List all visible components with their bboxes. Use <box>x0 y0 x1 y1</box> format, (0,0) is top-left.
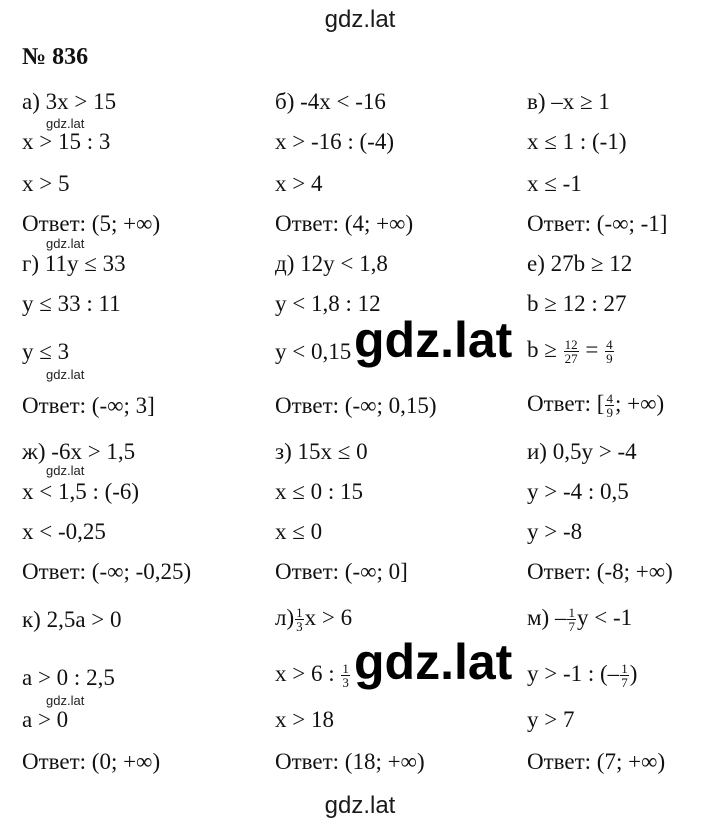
item-g-answer: Ответ: (-∞; 3] <box>22 393 155 418</box>
item-d-answer: Ответ: (-∞; 0,15) <box>275 393 437 418</box>
item-b-line-1: б) -4x < -16 <box>275 89 386 114</box>
item-a-line-1: а) 3x > 15 <box>22 89 117 114</box>
item-i-line-1: и) 0,5y > -4 <box>527 439 637 464</box>
item-b-line-3: x > 4 <box>275 171 323 196</box>
item-v-line-2: x ≤ 1 : (-1) <box>527 129 627 154</box>
fraction-denominator: 7 <box>568 619 575 635</box>
item-z-line-1: з) 15x ≤ 0 <box>275 439 368 464</box>
item-b-line-2: x > -16 : (-4) <box>275 129 394 154</box>
fraction-numerator: 1 <box>621 661 628 677</box>
item-v-answer: Ответ: (-∞; -1] <box>527 211 668 236</box>
watermark-small: gdz.lat <box>46 693 85 708</box>
item-k-line-3: a > 0 <box>22 707 69 732</box>
watermark-small: gdz.lat <box>46 116 85 131</box>
item-l-line-2 <box>275 660 351 689</box>
item-e-answer <box>527 390 664 419</box>
item-l-line-1-prefix: л) <box>275 605 295 630</box>
item-k-line-1: к) 2,5a > 0 <box>22 607 122 632</box>
item-m-line-1-suffix: y < -1 <box>576 605 633 630</box>
item-v-line-3: x ≤ -1 <box>527 171 582 196</box>
item-z-answer: Ответ: (-∞; 0] <box>275 559 408 584</box>
fraction-denominator: 9 <box>606 405 613 421</box>
fraction-denominator: 7 <box>621 675 628 691</box>
fraction-denominator: 3 <box>296 619 303 635</box>
item-l-line-2-prefix: x > 6 : <box>275 661 335 686</box>
fraction <box>295 606 304 633</box>
item-k-line-2: a > 0 : 2,5 <box>22 665 115 690</box>
item-z-line-2: x ≤ 0 : 15 <box>275 479 364 504</box>
item-a-answer: Ответ: (5; +∞) <box>22 211 161 236</box>
item-l-line-1-suffix: x > 6 <box>304 605 353 630</box>
item-zh-line-3: x < -0,25 <box>22 519 106 544</box>
item-g-line-1: г) 11y ≤ 33 <box>22 251 126 276</box>
item-zh-answer: Ответ: (-∞; -0,25) <box>22 559 192 584</box>
fraction <box>567 606 576 633</box>
fraction-numerator: 12 <box>564 337 578 353</box>
item-e-line-3-prefix: b ≥ <box>527 337 557 362</box>
fraction-denominator: 9 <box>606 351 613 367</box>
item-a-line-2: x > 15 : 3 <box>22 129 111 154</box>
item-i-line-3: y > -8 <box>527 519 583 544</box>
item-k-answer: Ответ: (0; +∞) <box>22 749 161 774</box>
item-m-line-3: y > 7 <box>527 707 575 732</box>
fraction <box>605 338 614 365</box>
fraction-numerator: 4 <box>606 337 613 353</box>
fraction <box>620 662 629 689</box>
item-l-line-3: x > 18 <box>275 707 334 732</box>
item-l-answer: Ответ: (18; +∞) <box>275 749 425 774</box>
item-z-line-3: x ≤ 0 <box>275 519 323 544</box>
watermark-top: gdz.lat <box>324 6 396 33</box>
problem-number: № 836 <box>22 44 89 70</box>
item-m-line-2-suffix: ) <box>629 661 638 686</box>
watermark-large: gdz.lat <box>354 634 513 690</box>
fraction-denominator: 3 <box>342 675 349 691</box>
fraction <box>341 662 350 689</box>
equals-sign: = <box>585 337 599 362</box>
item-m-line-2 <box>527 660 637 689</box>
item-m-answer: Ответ: (7; +∞) <box>527 749 666 774</box>
fraction-numerator: 1 <box>568 605 575 621</box>
item-e-line-2: b ≥ 12 : 27 <box>527 291 627 316</box>
item-e-answer-suffix: ; +∞) <box>614 391 665 416</box>
fraction-numerator: 4 <box>606 391 613 407</box>
watermark-small: gdz.lat <box>46 236 85 251</box>
item-m-line-1 <box>527 604 632 633</box>
item-b-answer: Ответ: (4; +∞) <box>275 211 414 236</box>
item-d-line-2: y < 1,8 : 12 <box>275 291 381 316</box>
watermark-large: gdz.lat <box>354 312 513 368</box>
fraction-numerator: 1 <box>342 661 349 677</box>
fraction-numerator: 1 <box>296 605 303 621</box>
item-l-line-1 <box>275 604 352 633</box>
fraction-denominator: 27 <box>564 351 578 367</box>
item-a-line-3: x > 5 <box>22 171 70 196</box>
item-i-answer: Ответ: (-8; +∞) <box>527 559 673 584</box>
watermark-bottom: gdz.lat <box>324 792 396 819</box>
item-g-line-3: y ≤ 3 <box>22 339 70 364</box>
item-e-line-3 <box>527 336 615 365</box>
item-e-answer-prefix: Ответ: [ <box>527 391 605 416</box>
item-e-line-1: е) 27b ≥ 12 <box>527 251 633 276</box>
fraction <box>564 338 579 365</box>
item-g-line-2: y ≤ 33 : 11 <box>22 291 121 316</box>
item-v-line-1: в) –x ≥ 1 <box>527 89 610 114</box>
fraction <box>605 392 614 419</box>
item-zh-line-1: ж) -6x > 1,5 <box>22 439 136 464</box>
item-d-line-1: д) 12y < 1,8 <box>275 251 388 276</box>
item-m-line-1-prefix: м) – <box>527 605 567 630</box>
watermark-small: gdz.lat <box>46 367 85 382</box>
item-m-line-2-prefix: y > -1 : (– <box>527 661 620 686</box>
watermark-small: gdz.lat <box>46 463 85 478</box>
item-d-line-3: y < 0,15 <box>275 339 352 364</box>
item-zh-line-2: x < 1,5 : (-6) <box>22 479 140 504</box>
item-i-line-2: y > -4 : 0,5 <box>527 479 629 504</box>
